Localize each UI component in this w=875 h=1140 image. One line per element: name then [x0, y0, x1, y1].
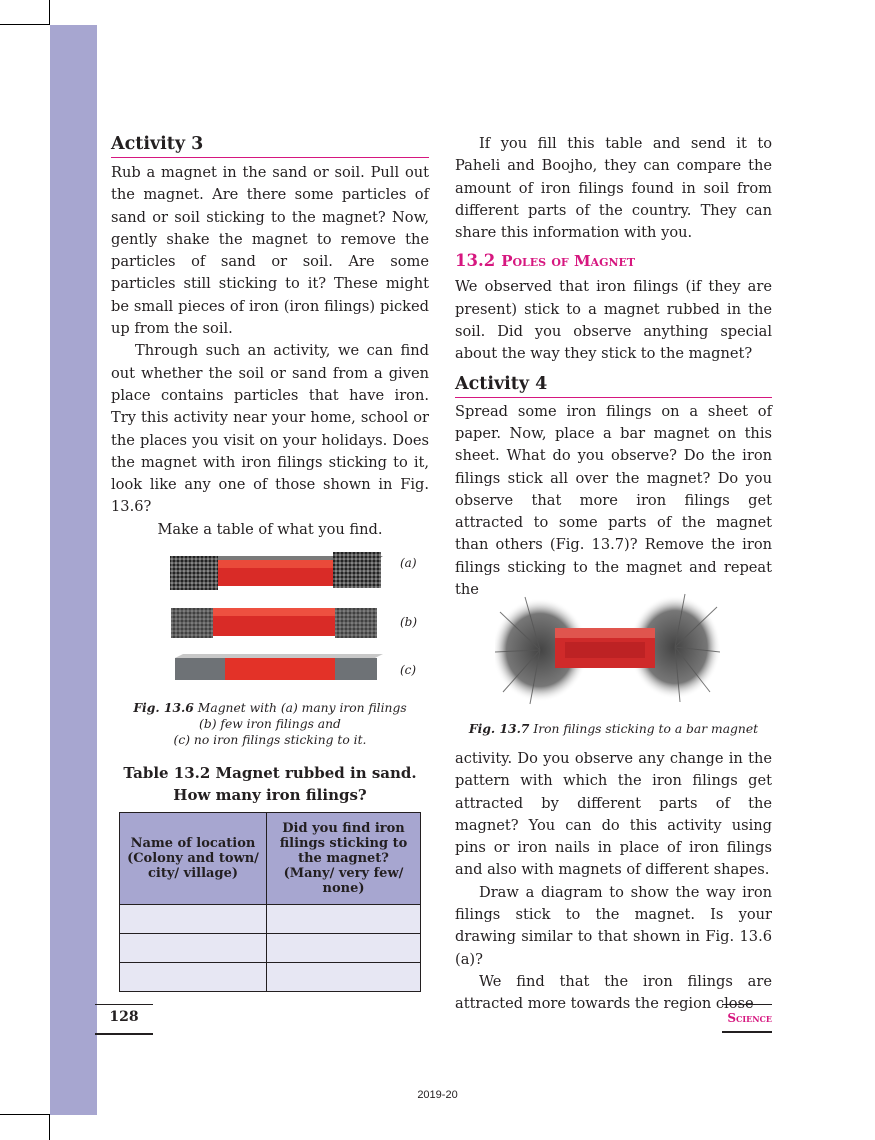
table-title — [111, 762, 429, 806]
right-column — [455, 133, 772, 601]
paragraph: We find that the iron filings are attracted more towards the region close — [455, 972, 772, 1013]
magnet-no-filings — [175, 654, 383, 680]
left-column — [111, 132, 429, 541]
table-title-line: Table 13.2 Magnet rubbed in sand. — [123, 764, 417, 782]
caption-figure-number: Fig. 13.7 — [468, 721, 530, 736]
figure-label-b: (b) — [400, 615, 418, 629]
table-row — [120, 905, 421, 934]
table-cell — [267, 934, 421, 963]
table-cell — [120, 963, 267, 992]
figure-13-6 — [165, 548, 395, 688]
section-heading — [455, 250, 772, 272]
table-cell — [120, 905, 267, 934]
page-number: 128 — [95, 1004, 153, 1035]
crop-mark — [0, 24, 50, 25]
figure-label-a: (a) — [400, 556, 417, 570]
table-title-line: How many iron filings? — [173, 786, 367, 804]
activity-3-paragraph: Rub a magnet in the sand or soil. Pull out the magnet. Are there some particles of sand or soil sticking to the magnet? Now, gently shake the magnet to remove the particles of sand or soil. Are some particles still sticking to it? These might be small pieces of iron (iron filings) picked up from the soil. — [111, 164, 429, 338]
crop-mark — [49, 1115, 50, 1140]
paragraph: Draw a diagram to show the way iron filings stick to the magnet. Is your drawing similar to that shown in Fig. 13.6 (a)? — [455, 883, 772, 968]
caption-text: Magnet with (a) many iron filings — [197, 701, 407, 715]
table-header-filings: Did you find iron filings sticking to the magnet? (Many/ very few/ none) — [267, 813, 421, 905]
caption-figure-number: Fig. 13.6 — [133, 700, 194, 715]
table-cell — [120, 934, 267, 963]
paragraph: We observed that iron filings (if they are present) stick to a magnet rubbed in the soil. Did you observe anything special about the way they stick to the magnet? — [455, 278, 772, 363]
figure-13-7-caption — [455, 721, 772, 737]
activity-4-heading: Activity 4 — [455, 372, 772, 398]
caption-text: (b) few iron filings and — [199, 717, 341, 731]
activity-4-paragraph: Spread some iron filings on a sheet of paper. Now, place a bar magnet on this sheet. What do you observe? Do the iron filings stick all over the magnet? Do you observe that more iron filings get attracted to some parts of the magnet than others (Fig. 13.7)? Remove the iron filings sticking to the magnet and repeat the — [455, 402, 772, 599]
magnet-many-filings — [170, 552, 383, 590]
edition-year: 2019-20 — [417, 1089, 458, 1101]
paragraph: Make a table of what you find. — [157, 520, 383, 538]
section-title: Poles of Magnet — [501, 252, 636, 271]
page-margin-band — [50, 25, 97, 1115]
crop-mark — [0, 1114, 50, 1115]
subject-label: Science — [722, 1004, 772, 1033]
figure-13-7 — [495, 592, 720, 707]
paragraph: Through such an activity, we can find out whether the soil or sand from a given place contains particles that have iron. Try this activity near your home, school or the places you visit on your holidays. Does the magnet with iron filings sticking to it, look like any one of those shown in Fig. 13.6? — [111, 342, 429, 516]
table-cell — [267, 963, 421, 992]
paragraph: activity. Do you observe any change in the pattern with which the iron filings get attracted by different parts of the magnet? You can do this activity using pins or iron nails in place of iron filings and also with magnets of different shapes. — [455, 750, 772, 879]
magnet-few-filings — [171, 608, 377, 638]
activity-3-heading: Activity 3 — [111, 132, 429, 158]
figure-13-6-caption — [111, 700, 429, 748]
location-table — [119, 812, 421, 992]
paragraph: If you fill this table and send it to Paheli and Boojho, they can compare the amount of iron filings found in soil from different parts of the country. They can share this information with you. — [455, 135, 772, 242]
table-header-location: Name of location (Colony and town/ city/ village) — [120, 813, 267, 905]
caption-text: Iron filings sticking to a bar magnet — [533, 722, 759, 736]
right-column-continued — [455, 748, 772, 1016]
section-number: 13.2 — [455, 251, 496, 271]
crop-mark — [49, 0, 50, 24]
caption-text: (c) no iron filings sticking to it. — [173, 733, 367, 747]
table-row — [120, 963, 421, 992]
table-row — [120, 934, 421, 963]
table-cell — [267, 905, 421, 934]
figure-label-c: (c) — [400, 663, 417, 677]
